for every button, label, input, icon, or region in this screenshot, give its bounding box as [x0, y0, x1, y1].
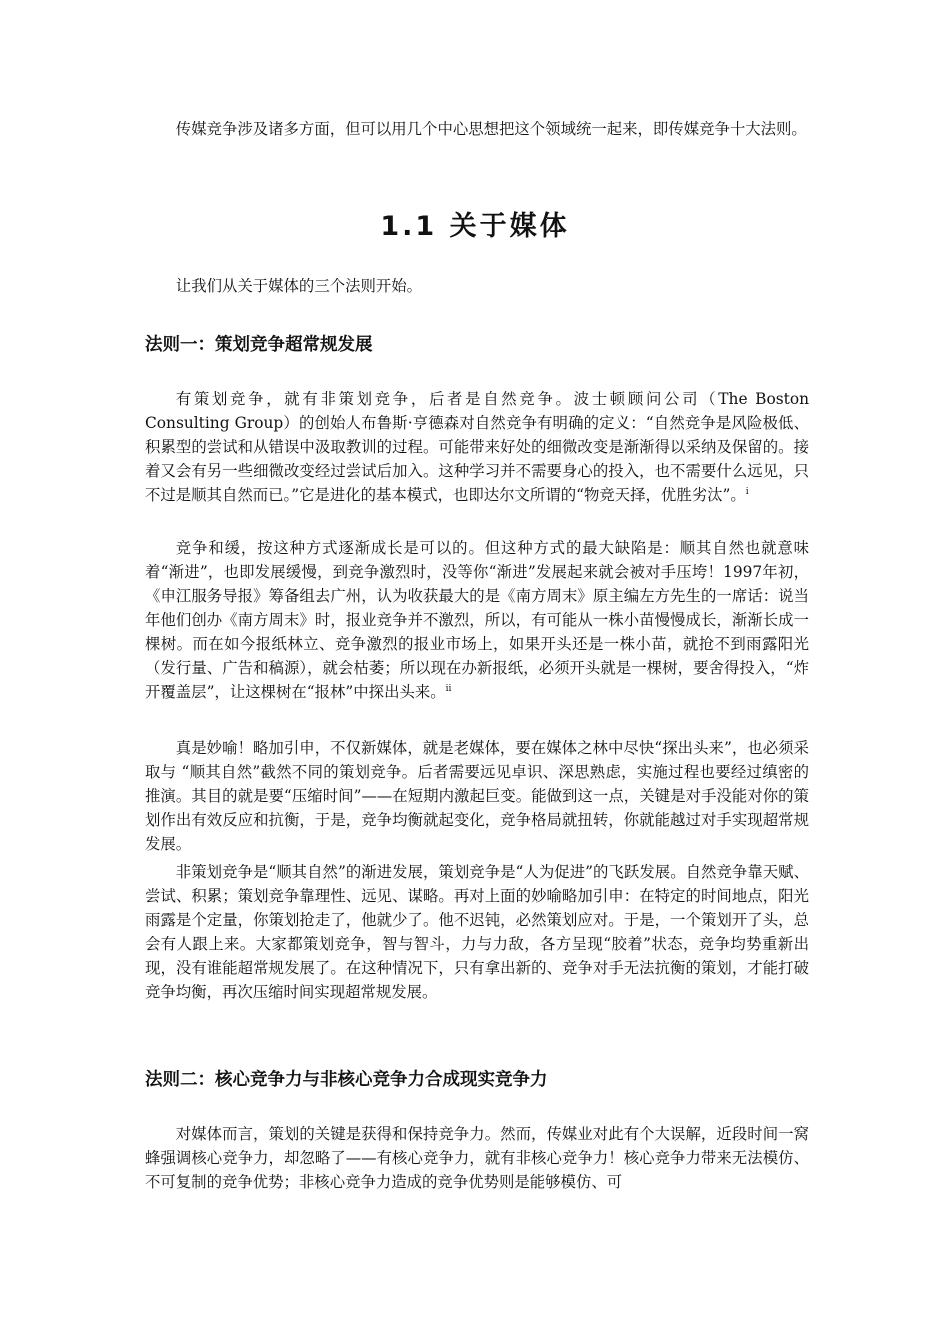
- section-intro-paragraph: [145, 274, 809, 298]
- rule-two-paragraph-1-text: 对媒体而言，策划的关键是获得和保持竞争力。然而，传媒业对此有个大误解，近段时间一窝蜂强调核心竞争力，却忽略了——有核心竞争力，就有非核心竞争力！核心竞争力带来无法模仿、不可复制的竞争优势；非核心竞争力造成的竞争优势则是能够模仿、可: [145, 1125, 809, 1191]
- rule-one-heading: 法则一：策划竞争超常规发展: [145, 335, 373, 355]
- rule-two-paragraph-1: [145, 1122, 809, 1194]
- intro-text: 传媒竞争涉及诸多方面，但可以用几个中心思想把这个领域统一起来，即传媒竞争十大法则。: [175, 120, 807, 138]
- section-intro-text: 让我们从关于媒体的三个法则开始。: [175, 277, 423, 295]
- endnote-marker-ii[interactable]: ii: [445, 683, 452, 694]
- rule-two-heading: 法则二：核心竞争力与非核心竞争力合成现实竞争力: [145, 1070, 548, 1090]
- endnote-marker-i[interactable]: i: [745, 486, 749, 497]
- rule-one-paragraph-1: [145, 387, 809, 507]
- rule-one-paragraph-4-text: 非策划竞争是“顺其自然”的渐进发展，策划竞争是“人为促进”的飞跃发展。自然竞争靠天赋、尝试、积累；策划竞争靠理性、远见、谋略。再对上面的妙喻略加引申：在特定的时间地点，阳光雨露是个定量，你策划抢走了，他就少了。他不迟钝，必然策划应对。于是，一个策划开了头，总会有人跟上来。大家都策划竞争，智与智斗，力与力敌，各方呈现“胶着”状态，竞争均势重新出现，没有谁能超常规发展了。在这种情况下，只有拿出新的、竞争对手无法抗衡的策划，才能打破竞争均衡，再次压缩时间实现超常规发展。: [145, 863, 809, 1001]
- section-title: 1.1 关于媒体: [380, 211, 570, 242]
- rule-one-paragraph-3: [145, 736, 809, 856]
- rule-one-paragraph-2-text: 竞争和缓，按这种方式逐渐成长是可以的。但这种方式的最大缺陷是：顺其自然也就意味着“渐进”，也即发展缓慢，到竞争激烈时，没等你“渐进”发展起来就会被对手压垮！1997年初，《申江服务导报》筹备组去广州，认为收获最大的是《南方周末》原主编左方先生的一席话：说当年他们创办《南方周末》时，报业竞争并不激烈，所以，有可能从一株小苗慢慢成长，渐渐长成一棵树。而在如今报纸林立、竞争激烈的报业市场上，如果开头还是一株小苗，就抢不到雨露阳光（发行量、广告和稿源），就会枯萎；所以现在办新报纸，必须开头就是一棵树，要舍得投入，“炸开覆盖层”，让这棵树在“报林”中探出头来。: [145, 539, 809, 701]
- rule-one-paragraph-4: [145, 860, 809, 1004]
- intro-paragraph: [145, 117, 809, 141]
- rule-one-paragraph-3-text: 真是妙喻！略加引申，不仅新媒体，就是老媒体，要在媒体之林中尽快“探出头来”，也必须采取与 “顺其自然”截然不同的策划竞争。后者需要远见卓识、深思熟虑，实施过程也要经过缜密的推演。其目的就是要“压缩时间”——在短期内激起巨变。能做到这一点，关键是对手没能对你的策划作出有效反应和抗衡，于是，竞争均衡就起变化，竞争格局就扭转，你就能越过对手实现超常规发展。: [145, 739, 809, 853]
- rule-one-paragraph-2: [145, 536, 809, 704]
- rule-one-paragraph-1-text: 有策划竞争，就有非策划竞争，后者是自然竞争。波士顿顾问公司（The Boston Consulting Group）的创始人布鲁斯·亨德森对自然竞争有明确的定义：“自然竞争是风险极低、积累型的尝试和从错误中汲取教训的过程。可能带来好处的细微改变是渐渐得以采纳及保留的。接着又会有另一些细微改变经过尝试后加入。这种学习并不需要身心的投入，也不需要什么远见，只不过是顺其自然而已。”它是进化的基本模式，也即达尔文所谓的“物竞天择，优胜劣汰”。: [145, 390, 809, 504]
